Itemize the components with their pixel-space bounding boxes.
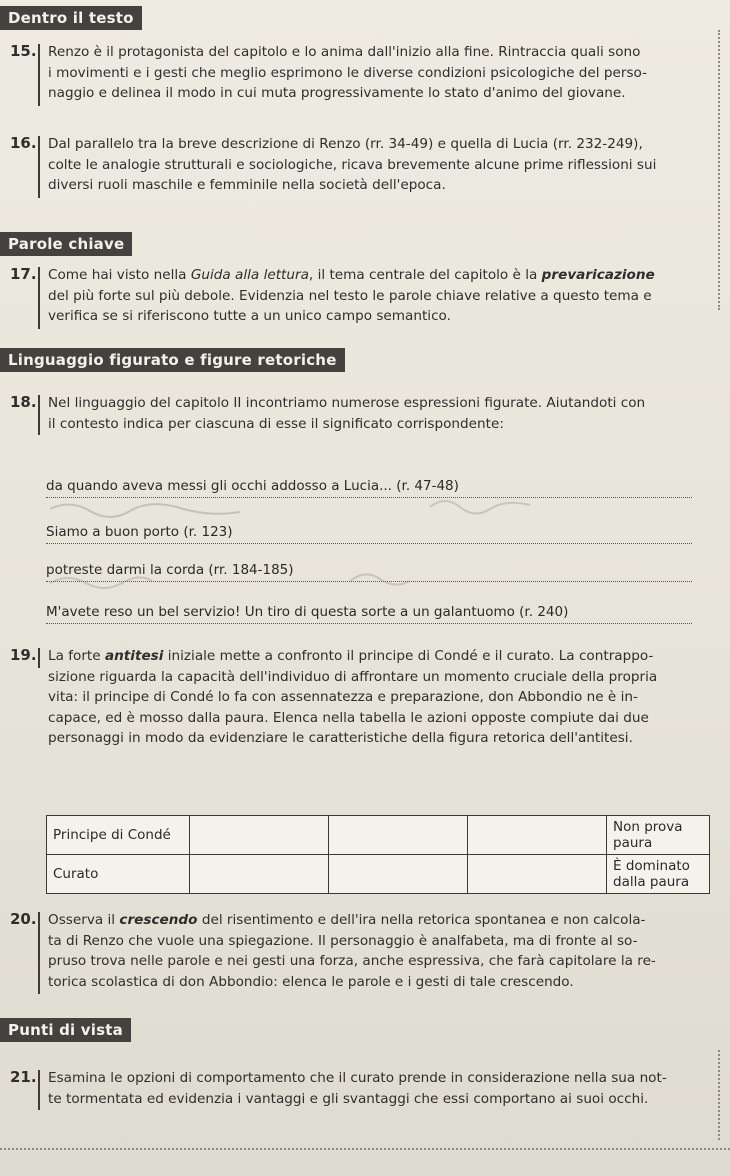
section-header-punti-di-vista: Punti di vista [0,1018,131,1042]
table-row-label: Curato [47,855,190,894]
table-row-label: Principe di Condé [47,816,190,855]
text-line: Dal parallelo tra la breve descrizione di Renzo (rr. 34-49) e quella di Lucia (rr. 232-249), [48,136,643,152]
key-term: antitesi [104,648,164,664]
exercise-number: 16. [10,134,37,152]
text-fragment: iniziale mette a confronto il principe di Condé e il curato. La contrappo- [163,648,654,664]
text-line: vita: il principe di Condé lo fa con assennatezza e preparazione, don Abbondio ne è in- [48,689,638,705]
text-line: torica scolastica di don Abbondio: elenca le parole e i gesti di tale crescendo. [48,973,574,990]
exercise-20 [10,910,718,996]
exercise-number: 15. [10,42,37,60]
text-line: colte le analogie strutturali e sociologiche, ricava brevemente alcune prime riflessioni sui [48,156,657,173]
table-cell-empty[interactable] [329,816,468,855]
exercise-bar [38,1070,40,1110]
text-line: i movimenti e i gesti che meglio esprimono le diverse condizioni psicologiche del perso- [48,64,648,81]
table-cell-empty[interactable] [468,855,607,894]
table-cell-empty[interactable] [190,816,329,855]
text-line: te tormentata ed evidenzia i vantaggi e gli svantaggi che essi comportano ai suoi occhi. [48,1090,649,1107]
text-line [48,910,718,931]
exercise-16 [10,134,718,200]
text-line: Esamina le opzioni di comportamento che il curato prende in considerazione nella sua not- [48,1070,667,1086]
margin-dots [718,30,720,310]
section-header-linguaggio-figurato: Linguaggio figurato e figure retoriche [0,348,345,372]
answer-line-4[interactable] [46,604,692,624]
exercise-17 [10,265,718,331]
exercise-text [48,646,718,749]
italic-term: Guida alla lettura [190,267,309,283]
exercise-text [48,265,718,327]
exercise-number: 19. [10,646,37,664]
exercise-text [48,42,718,104]
key-term: crescendo [119,912,198,928]
text-fragment: del risentimento e dell'ira nella retorica spontanea e non calcola- [197,912,646,928]
text-line: il contesto indica per ciascuna di esse il significato corrispondente: [48,415,504,432]
table-row [47,855,710,894]
text-line: Nel linguaggio del capitolo II incontriamo numerose espressioni figurate. Aiutandoti con [48,395,646,411]
text-line: capace, ed è mosso dalla paura. Elenca nella tabella le azioni opposte compiute dai due [48,709,649,726]
figurative-expression: da quando aveva messi gli occhi addosso a Lucia... (r. 47-48) [46,478,459,494]
text-line: ta di Renzo che vuole una spiegazione. Il personaggio è analfabeta, ma di fronte al so- [48,932,638,949]
text-fragment: Osserva il [48,912,120,928]
table-cell-empty[interactable] [468,816,607,855]
text-line: pruso trova nelle parole e nei gesti una forza, anche espressiva, che farà capitolare la re- [48,953,656,969]
exercise-19 [10,646,718,796]
exercise-bar [38,648,40,668]
margin-dots [718,1050,720,1140]
table-cell-empty[interactable] [190,855,329,894]
exercise-text [48,1068,718,1109]
text-line [48,265,718,286]
figurative-expression: Siamo a buon porto (r. 123) [46,524,233,540]
key-term: prevaricazione [541,267,655,283]
table-cell-value: Non prova paura [607,816,710,855]
bottom-dotted-line [0,1148,730,1150]
table-cell-value: È dominato dalla paura [607,855,710,894]
exercise-number: 20. [10,910,37,928]
text-fragment: Come hai visto nella [48,267,191,283]
exercise-bar [38,136,40,198]
table-cell-empty[interactable] [329,855,468,894]
section-header-parole-chiave: Parole chiave [0,232,132,256]
text-line: diversi ruoli maschile e femminile nella società dell'epoca. [48,177,446,193]
text-line: personaggi in modo da evidenziare le caratteristiche della figura retorica dell'antitesi. [48,730,633,746]
section-header-dentro-il-testo: Dentro il testo [0,6,142,30]
text-line: del più forte sul più debole. Evidenzia nel testo le parole chiave relative a questo tema e [48,287,652,304]
exercise-number: 18. [10,393,37,411]
exercise-18 [10,393,718,437]
text-line: Renzo è il protagonista del capitolo e lo anima dall'inizio alla fine. Rintraccia quali sono [48,44,641,60]
figurative-expression: potreste darmi la corda (rr. 184-185) [46,562,294,578]
text-line: naggio e delinea il modo in cui muta progressivamente lo stato d'animo del giovane. [48,85,626,101]
antithesis-table [46,815,710,894]
exercise-15 [10,42,718,108]
exercise-bar [38,395,40,435]
exercise-text [48,910,718,992]
text-fragment: , il tema centrale del capitolo è la [308,267,542,283]
exercise-bar [38,912,40,994]
answer-line-1[interactable] [46,478,692,498]
exercise-bar [38,267,40,329]
text-line: sizione riguarda la capacità dell'individuo di affrontare un momento cruciale della propria [48,668,658,685]
figurative-expression: M'avete reso un bel servizio! Un tiro di questa sorte a un galantuomo (r. 240) [46,604,569,620]
exercise-text [48,134,718,196]
handwriting-traces [50,497,670,607]
exercise-21 [10,1068,718,1112]
text-fragment: La forte [48,648,105,664]
exercise-text [48,393,718,434]
table-row [47,816,710,855]
exercise-number: 21. [10,1068,37,1086]
exercise-bar [38,44,40,106]
text-line: verifica se si riferiscono tutte a un unico campo semantico. [48,308,451,324]
exercise-number: 17. [10,265,37,283]
text-line [48,646,718,667]
